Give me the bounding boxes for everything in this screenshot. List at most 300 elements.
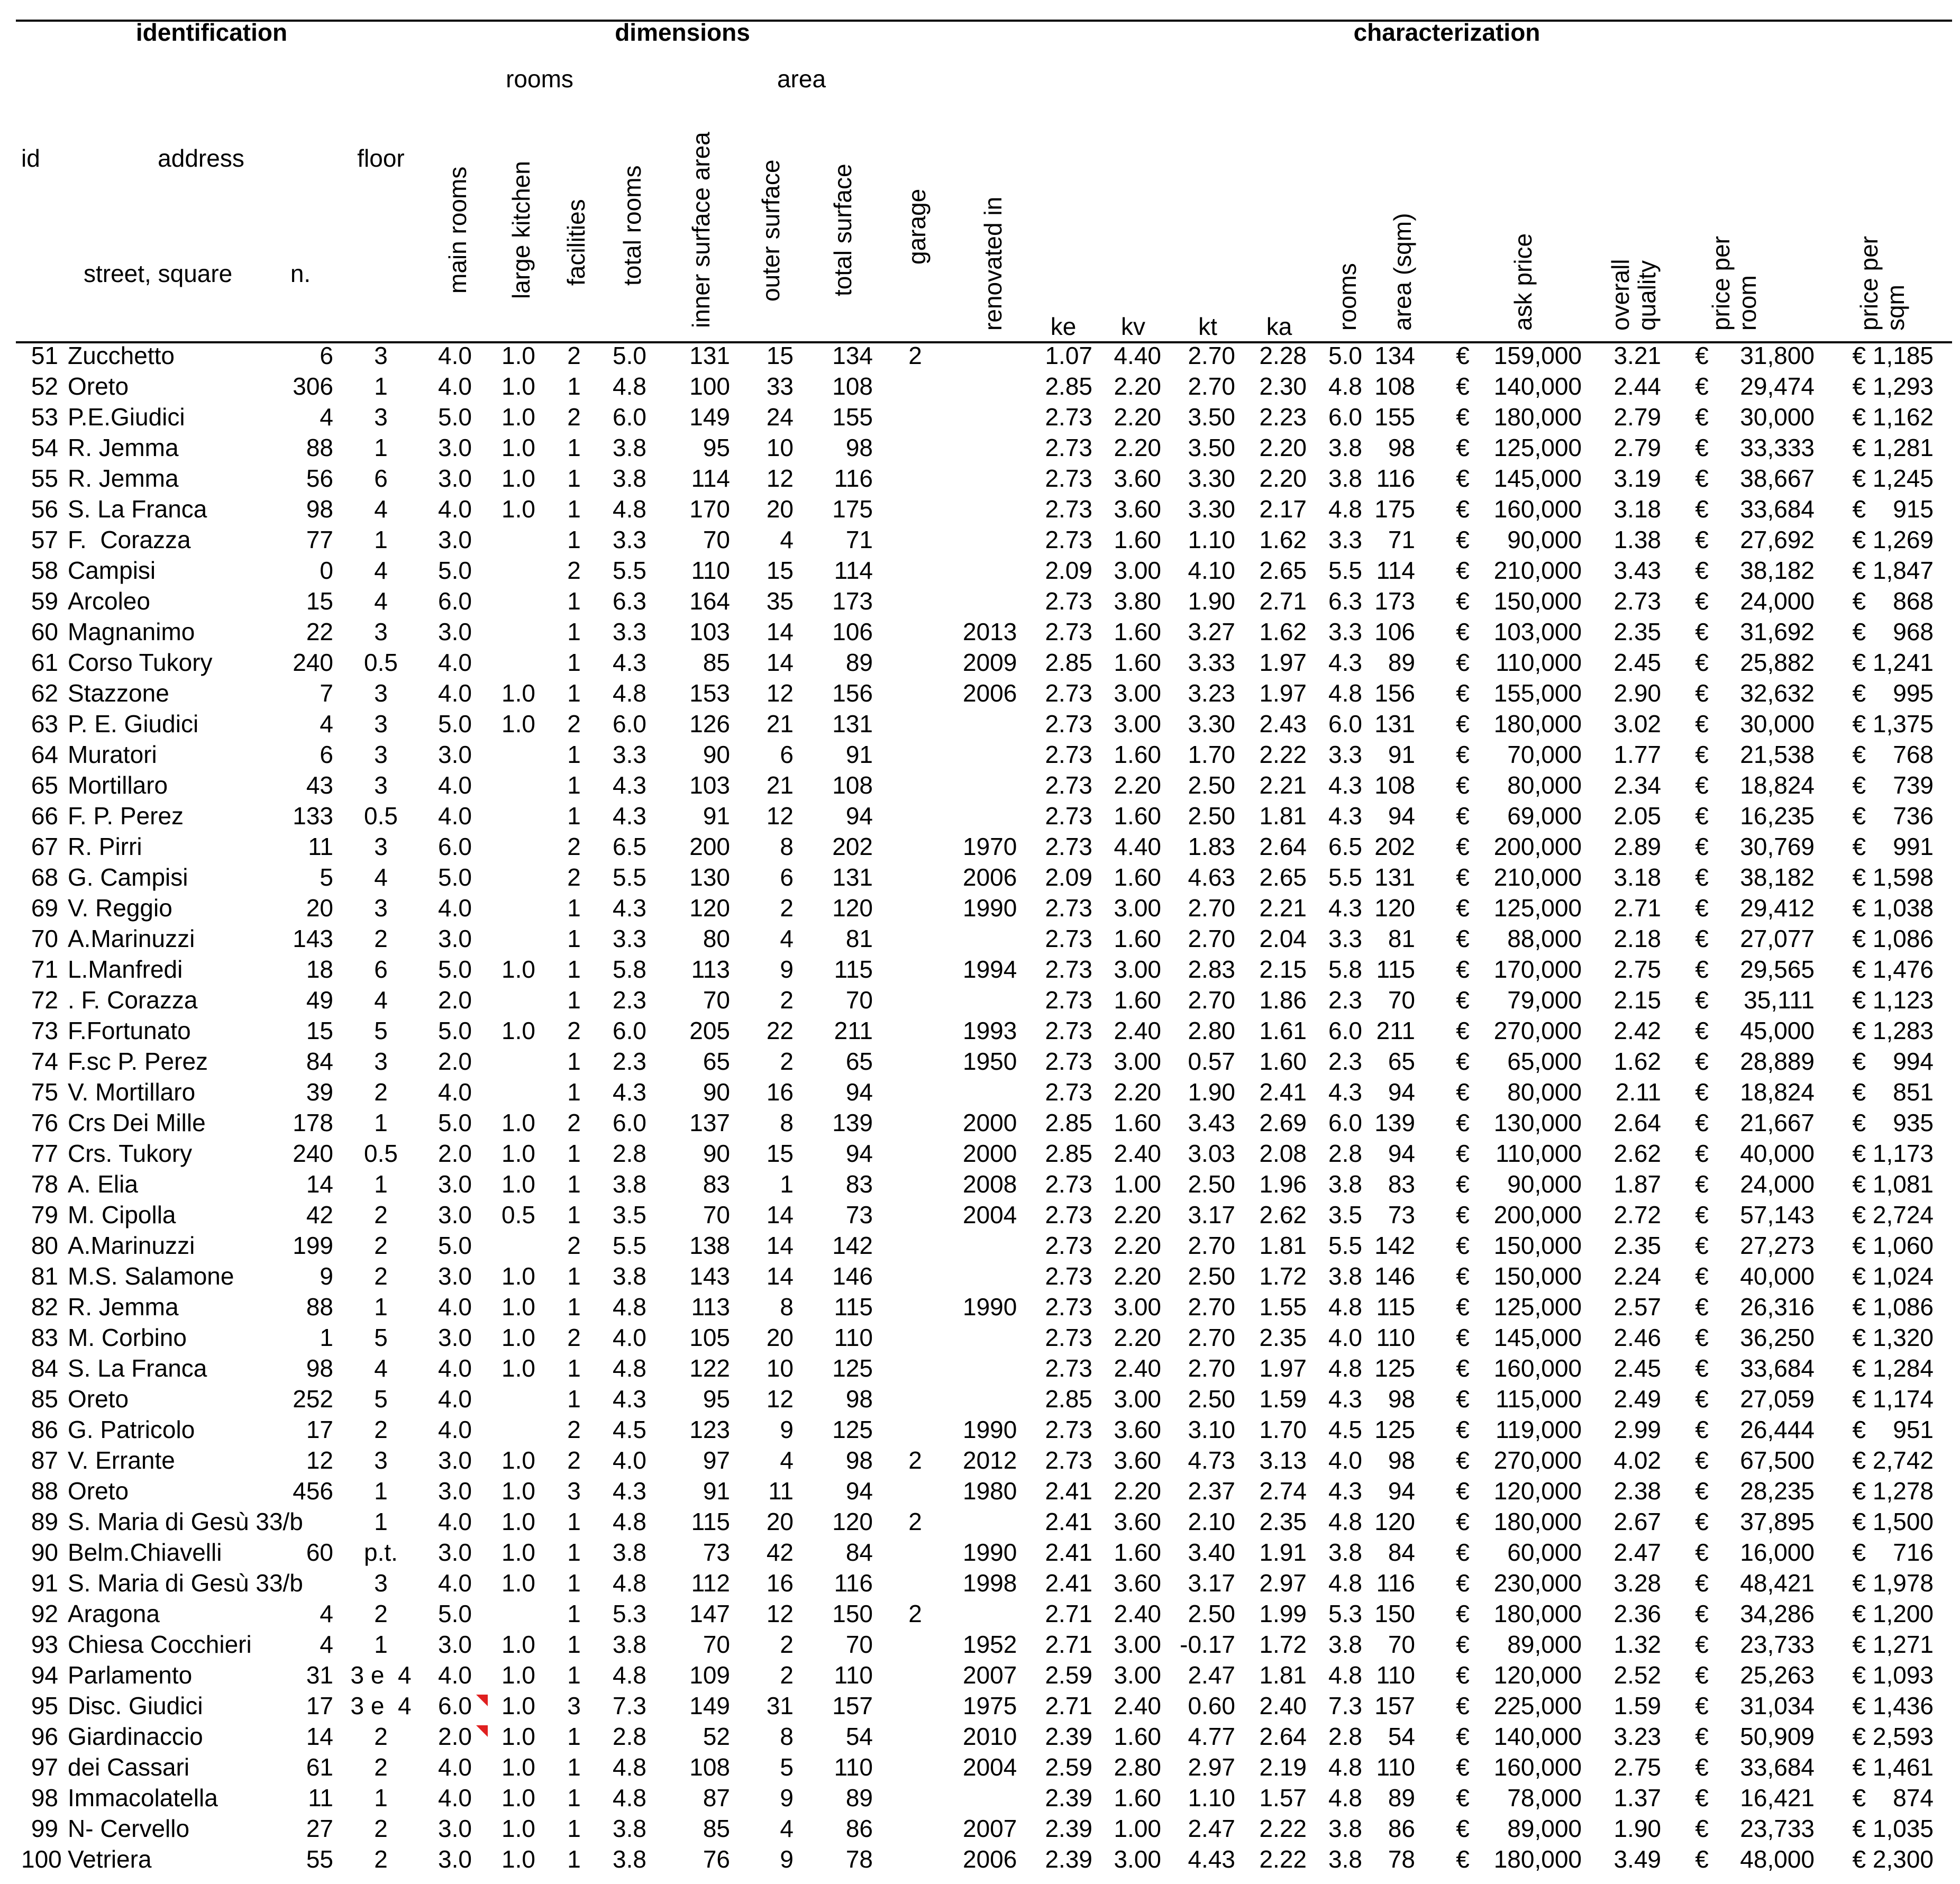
cell-n: 5: [320, 863, 333, 891]
cell-n: 84: [306, 1048, 333, 1075]
cell-ppr: 36,250: [1740, 1324, 1815, 1351]
cell-floor: 2: [374, 1232, 388, 1259]
cell-surf: 202: [832, 833, 873, 860]
table-row: [0, 524, 1960, 555]
cell-id: 66: [31, 802, 58, 830]
cell-area: 139: [1374, 1109, 1415, 1136]
cell-cur2: €: [1695, 1354, 1709, 1382]
cell-street: V. Errante: [68, 1446, 175, 1474]
cell-kt: 1.90: [1188, 1078, 1235, 1106]
table-row: [0, 1568, 1960, 1598]
cell-main: 4.0: [438, 1385, 472, 1413]
cell-cur2: €: [1695, 1508, 1709, 1535]
table-row: [0, 1169, 1960, 1199]
cell-inner: 149: [689, 403, 730, 431]
table-row: [0, 954, 1960, 985]
cell-cur2: €: [1695, 557, 1709, 584]
cell-inner: 95: [703, 434, 730, 461]
cell-outer: 6: [780, 741, 794, 768]
cell-cur2: €: [1695, 1539, 1709, 1566]
cell-cur2: €: [1695, 1048, 1709, 1075]
cell-area: 146: [1374, 1262, 1415, 1290]
cell-n: 27: [306, 1815, 333, 1842]
cell-ka: 2.17: [1259, 495, 1307, 523]
cell-cur1: €: [1456, 1784, 1470, 1812]
cell-street: Immacolatella: [68, 1784, 218, 1812]
cell-rooms: 4.3: [1328, 894, 1362, 922]
cell-price: 70,000: [1507, 741, 1582, 768]
cell-street: Crs. Tukory: [68, 1140, 193, 1167]
cell-kv: 3.00: [1114, 894, 1161, 922]
cell-total: 6.5: [613, 833, 646, 860]
cell-price: 88,000: [1507, 925, 1582, 952]
header-address: address: [158, 144, 244, 172]
cell-quality: 2.36: [1613, 1600, 1661, 1627]
cell-outer: 24: [766, 403, 794, 431]
cell-total: 5.0: [613, 342, 646, 369]
cell-rooms: 5.0: [1328, 342, 1362, 369]
cell-street: . F. Corazza: [68, 986, 198, 1014]
cell-ppsqm: € 1,500: [1852, 1508, 1934, 1535]
cell-floor: 3: [374, 833, 388, 860]
cell-n: 4: [320, 710, 333, 738]
cell-n: 42: [306, 1201, 333, 1228]
cell-ka: 1.81: [1259, 1661, 1307, 1689]
cell-price: 90,000: [1507, 526, 1582, 553]
cell-inner: 91: [703, 802, 730, 830]
header-ka: ka: [1266, 313, 1292, 340]
cell-main: 3.0: [438, 1539, 472, 1566]
cell-fac: 1: [567, 1201, 581, 1228]
cell-n: 4: [320, 403, 333, 431]
cell-street: Giardinaccio: [68, 1723, 203, 1750]
cell-rooms: 4.8: [1328, 372, 1362, 400]
cell-quality: 2.64: [1613, 1109, 1661, 1136]
cell-kt: 2.70: [1188, 894, 1235, 922]
cell-total: 4.8: [613, 495, 646, 523]
cell-main: 4.0: [438, 1661, 472, 1689]
cell-ppsqm: € 1,269: [1852, 526, 1934, 553]
table-row: [0, 923, 1960, 954]
cell-outer: 21: [766, 771, 794, 799]
cell-outer: 8: [780, 1723, 794, 1750]
cell-renov: 1952: [963, 1631, 1017, 1658]
cell-area: 131: [1374, 863, 1415, 891]
cell-ppsqm: € 1,461: [1852, 1753, 1934, 1781]
cell-ppsqm: € 935: [1852, 1109, 1934, 1136]
cell-total: 4.8: [613, 1354, 646, 1382]
cell-street: Parlamento: [68, 1661, 193, 1689]
cell-quality: 2.35: [1613, 1232, 1661, 1259]
cell-cur1: €: [1456, 771, 1470, 799]
cell-ppsqm: € 1,283: [1852, 1017, 1934, 1044]
cell-id: 78: [31, 1170, 58, 1198]
cell-price: 115,000: [1496, 1385, 1582, 1413]
cell-fac: 1: [567, 1539, 581, 1566]
cell-cur2: €: [1695, 863, 1709, 891]
cell-street: S. Maria di Gesù 33/b: [68, 1508, 303, 1535]
cell-outer: 15: [766, 342, 794, 369]
cell-street: Stazzone: [68, 679, 169, 707]
cell-renov: 1975: [963, 1692, 1017, 1719]
cell-cur1: €: [1456, 1201, 1470, 1228]
table-row: [0, 1445, 1960, 1476]
cell-ppr: 38,182: [1740, 557, 1815, 584]
cell-price: 180,000: [1493, 1508, 1582, 1535]
cell-main: 3.0: [438, 1631, 472, 1658]
cell-kt: 2.47: [1188, 1661, 1235, 1689]
cell-ka: 1.59: [1259, 1385, 1307, 1413]
cell-ke: 2.73: [1045, 1048, 1092, 1075]
cell-ppsqm: € 1,086: [1852, 925, 1934, 952]
cell-outer: 14: [766, 1262, 794, 1290]
cell-id: 52: [31, 372, 58, 400]
cell-kt: 4.77: [1188, 1723, 1235, 1750]
cell-price: 170,000: [1493, 955, 1582, 983]
cell-street: R. Pirri: [68, 833, 142, 860]
cell-ppsqm: € 2,742: [1852, 1446, 1934, 1474]
cell-n: 88: [306, 1293, 333, 1321]
cell-area: 115: [1376, 955, 1415, 983]
cell-floor: 4: [374, 1354, 388, 1382]
cell-cur1: €: [1456, 342, 1470, 369]
cell-rooms: 3.8: [1328, 1539, 1362, 1566]
cell-fac: 1: [567, 1170, 581, 1198]
cell-rooms: 4.5: [1328, 1416, 1362, 1443]
cell-total: 3.8: [613, 1539, 646, 1566]
cell-cur1: €: [1456, 526, 1470, 553]
cell-surf: 157: [832, 1692, 873, 1719]
cell-ke: 2.73: [1045, 802, 1092, 830]
cell-id: 65: [31, 771, 58, 799]
cell-ppsqm: € 1,375: [1852, 710, 1934, 738]
cell-rooms: 4.8: [1328, 495, 1362, 523]
cell-price: 180,000: [1493, 1845, 1582, 1873]
cell-area: 110: [1376, 1753, 1415, 1781]
cell-rooms: 5.5: [1328, 863, 1362, 891]
cell-price: 79,000: [1507, 986, 1582, 1014]
cell-id: 57: [31, 526, 58, 553]
cell-fac: 2: [567, 863, 581, 891]
cell-id: 76: [31, 1109, 58, 1136]
cell-renov: 1998: [963, 1569, 1017, 1597]
cell-n: 6: [320, 741, 333, 768]
cell-cur1: €: [1456, 1508, 1470, 1535]
cell-street: F.sc P. Perez: [68, 1048, 208, 1075]
cell-total: 4.3: [613, 1477, 646, 1505]
cell-floor: 3: [374, 1048, 388, 1075]
cell-cur2: €: [1695, 434, 1709, 461]
cell-ppr: 29,474: [1740, 372, 1815, 400]
cell-renov: 2000: [963, 1109, 1017, 1136]
cell-main: 3.0: [438, 465, 472, 492]
cell-ke: 2.73: [1045, 1354, 1092, 1382]
cell-ke: 2.73: [1045, 894, 1092, 922]
cell-quality: 2.45: [1613, 1354, 1661, 1382]
cell-floor: 3: [374, 618, 388, 645]
cell-ke: 2.73: [1045, 986, 1092, 1014]
cell-rooms: 3.8: [1328, 1170, 1362, 1198]
cell-id: 95: [31, 1692, 58, 1719]
cell-ppr: 34,286: [1740, 1600, 1815, 1627]
cell-kv: 3.60: [1114, 1569, 1161, 1597]
cell-outer: 42: [766, 1539, 794, 1566]
cell-area: 110: [1376, 1661, 1415, 1689]
cell-floor: 1: [374, 1293, 388, 1321]
cell-surf: 65: [845, 1048, 873, 1075]
cell-ke: 2.73: [1045, 1293, 1092, 1321]
cell-ke: 2.73: [1045, 1416, 1092, 1443]
cell-outer: 14: [766, 1201, 794, 1228]
cell-street: Campisi: [68, 557, 156, 584]
cell-cur1: €: [1456, 863, 1470, 891]
cell-area: 116: [1376, 465, 1415, 492]
table-row: [0, 555, 1960, 586]
table-row: [0, 678, 1960, 708]
cell-area: 54: [1388, 1723, 1415, 1750]
cell-street: A. Elia: [68, 1170, 138, 1198]
cell-ppsqm: € 1,241: [1852, 649, 1934, 676]
cell-ppr: 23,733: [1740, 1815, 1815, 1842]
header-price-per-sqm: price per sqm: [1855, 236, 1909, 331]
cell-fac: 2: [567, 1416, 581, 1443]
cell-price: 270,000: [1493, 1446, 1582, 1474]
cell-inner: 112: [691, 1569, 730, 1597]
cell-main: 4.0: [438, 495, 472, 523]
cell-kitchen: 1.0: [502, 1631, 535, 1658]
cell-rooms: 5.5: [1328, 1232, 1362, 1259]
cell-main: 4.0: [438, 679, 472, 707]
cell-price: 103,000: [1493, 618, 1582, 645]
cell-kt: 2.50: [1188, 1262, 1235, 1290]
cell-ppsqm: € 2,593: [1852, 1723, 1934, 1750]
cell-ke: 2.73: [1045, 1232, 1092, 1259]
cell-inner: 122: [689, 1354, 730, 1382]
cell-street: M. Cipolla: [68, 1201, 176, 1228]
cell-n: 0: [320, 557, 333, 584]
cell-ppr: 38,667: [1740, 465, 1815, 492]
cell-ppsqm: € 1,847: [1852, 557, 1934, 584]
cell-inner: 114: [691, 465, 730, 492]
cell-kitchen: 1.0: [502, 1477, 535, 1505]
cell-outer: 12: [766, 1600, 794, 1627]
cell-ppr: 33,333: [1740, 434, 1815, 461]
cell-surf: 91: [845, 741, 873, 768]
cell-main: 4.0: [438, 649, 472, 676]
cell-ka: 2.21: [1259, 894, 1307, 922]
cell-fac: 1: [567, 1815, 581, 1842]
cell-kitchen: 1.0: [502, 1692, 535, 1719]
cell-inner: 97: [703, 1446, 730, 1474]
cell-price: 270,000: [1493, 1017, 1582, 1044]
header-ke: ke: [1050, 313, 1077, 340]
cell-cur2: €: [1695, 495, 1709, 523]
cell-n: 43: [306, 771, 333, 799]
cell-inner: 113: [691, 955, 730, 983]
cell-area: 125: [1374, 1416, 1415, 1443]
cell-rooms: 5.3: [1328, 1600, 1362, 1627]
cell-ke: 2.73: [1045, 741, 1092, 768]
cell-n: 133: [293, 802, 333, 830]
cell-kt: 0.57: [1188, 1048, 1235, 1075]
cell-surf: 98: [845, 434, 873, 461]
cell-kt: 2.50: [1188, 771, 1235, 799]
cell-cur1: €: [1456, 1078, 1470, 1106]
cell-total: 3.3: [613, 741, 646, 768]
cell-surf: 70: [845, 986, 873, 1014]
cell-main: 3.0: [438, 1262, 472, 1290]
cell-floor: 2: [374, 1845, 388, 1873]
cell-quality: 2.62: [1613, 1140, 1661, 1167]
cell-ppsqm: € 1,436: [1852, 1692, 1934, 1719]
cell-rooms: 4.8: [1328, 1753, 1362, 1781]
table-row: [0, 708, 1960, 739]
subgroup-area: area: [777, 65, 826, 93]
cell-surf: 106: [832, 618, 873, 645]
cell-total: 4.8: [613, 1784, 646, 1812]
cell-area: 94: [1388, 1477, 1415, 1505]
cell-price: 180,000: [1493, 710, 1582, 738]
cell-ke: 2.09: [1045, 557, 1092, 584]
cell-kt: 1.70: [1188, 741, 1235, 768]
cell-rooms: 4.8: [1328, 1293, 1362, 1321]
cell-kv: 1.60: [1114, 1539, 1161, 1566]
cell-street: G. Patricolo: [68, 1416, 195, 1443]
cell-rooms: 3.8: [1328, 1262, 1362, 1290]
cell-cur1: €: [1456, 1446, 1470, 1474]
cell-price: 180,000: [1493, 1600, 1582, 1627]
cell-kt: 1.10: [1188, 1784, 1235, 1812]
cell-quality: 2.15: [1613, 986, 1661, 1014]
cell-total: 4.0: [613, 1446, 646, 1474]
cell-ke: 2.73: [1045, 771, 1092, 799]
cell-quality: 2.99: [1613, 1416, 1661, 1443]
cell-n: 4: [320, 1631, 333, 1658]
cell-ke: 2.73: [1045, 1170, 1092, 1198]
cell-outer: 5: [780, 1753, 794, 1781]
cell-kt: 1.10: [1188, 526, 1235, 553]
cell-total: 2.3: [613, 1048, 646, 1075]
cell-ppsqm: € 1,293: [1852, 372, 1934, 400]
cell-kitchen: 1.0: [502, 1324, 535, 1351]
cell-area: 91: [1388, 741, 1415, 768]
cell-ka: 2.43: [1259, 710, 1307, 738]
cell-ka: 2.35: [1259, 1508, 1307, 1535]
cell-quality: 4.02: [1613, 1446, 1661, 1474]
cell-ka: 1.99: [1259, 1600, 1307, 1627]
cell-cur2: €: [1695, 1845, 1709, 1873]
cell-ke: 2.73: [1045, 955, 1092, 983]
cell-surf: 110: [834, 1661, 873, 1689]
cell-street: Oreto: [68, 1477, 129, 1505]
cell-ppsqm: € 991: [1852, 833, 1934, 860]
cell-floor: 1: [374, 526, 388, 553]
cell-street: dei Cassari: [68, 1753, 190, 1781]
cell-total: 4.3: [613, 649, 646, 676]
cell-kitchen: 1.0: [502, 1170, 535, 1198]
cell-renov: 1990: [963, 894, 1017, 922]
cell-surf: 81: [845, 925, 873, 952]
cell-surf: 73: [845, 1201, 873, 1228]
cell-surf: 70: [845, 1631, 873, 1658]
cell-kitchen: 1.0: [502, 1845, 535, 1873]
cell-fac: 1: [567, 526, 581, 553]
cell-surf: 150: [832, 1600, 873, 1627]
cell-cur1: €: [1456, 1661, 1470, 1689]
cell-ka: 2.15: [1259, 955, 1307, 983]
cell-ke: 2.85: [1045, 1385, 1092, 1413]
cell-main: 2.0: [438, 1140, 472, 1167]
cell-n: 77: [306, 526, 333, 553]
cell-area: 115: [1376, 1293, 1415, 1321]
cell-renov: 2006: [963, 863, 1017, 891]
cell-kv: 2.20: [1114, 1201, 1161, 1228]
cell-rooms: 4.8: [1328, 1354, 1362, 1382]
cell-kt: 4.43: [1188, 1845, 1235, 1873]
cell-cur1: €: [1456, 403, 1470, 431]
cell-street: Aragona: [68, 1600, 160, 1627]
cell-surf: 94: [845, 1140, 873, 1167]
table-row: [0, 1077, 1960, 1107]
cell-outer: 10: [766, 1354, 794, 1382]
cell-street: V. Reggio: [68, 894, 172, 922]
table-row: [0, 1660, 1960, 1690]
cell-area: 84: [1388, 1539, 1415, 1566]
cell-main: 3.0: [438, 1477, 472, 1505]
cell-kt: 2.50: [1188, 1600, 1235, 1627]
cell-n: 98: [306, 495, 333, 523]
cell-id: 87: [31, 1446, 58, 1474]
cell-cur2: €: [1695, 741, 1709, 768]
cell-renov: 2008: [963, 1170, 1017, 1198]
cell-ppr: 33,684: [1740, 1753, 1815, 1781]
cell-main: 5.0: [438, 557, 472, 584]
cell-ke: 2.41: [1045, 1508, 1092, 1535]
cell-kv: 1.60: [1114, 1723, 1161, 1750]
table-row: [0, 1629, 1960, 1660]
cell-fac: 2: [567, 557, 581, 584]
cell-cur2: €: [1695, 1446, 1709, 1474]
cell-fac: 3: [567, 1692, 581, 1719]
cell-floor: p.t.: [364, 1539, 398, 1566]
cell-surf: 116: [834, 1569, 873, 1597]
cell-cur1: €: [1456, 1017, 1470, 1044]
cell-main: 5.0: [438, 403, 472, 431]
cell-kv: 3.00: [1114, 1385, 1161, 1413]
cell-quality: 2.73: [1613, 587, 1661, 615]
cell-kitchen: 1.0: [502, 465, 535, 492]
cell-outer: 9: [780, 1416, 794, 1443]
cell-street: R. Jemma: [68, 1293, 179, 1321]
cell-fac: 1: [567, 587, 581, 615]
cell-total: 3.8: [613, 1631, 646, 1658]
cell-street: R. Jemma: [68, 434, 179, 461]
cell-surf: 108: [832, 372, 873, 400]
cell-total: 3.3: [613, 618, 646, 645]
cell-kitchen: 1.0: [502, 1661, 535, 1689]
cell-ppr: 18,824: [1740, 1078, 1815, 1106]
cell-inner: 100: [689, 372, 730, 400]
cell-total: 3.8: [613, 1815, 646, 1842]
cell-id: 85: [31, 1385, 58, 1413]
header-outer-surface: outer surface: [757, 159, 785, 302]
cell-quality: 1.32: [1613, 1631, 1661, 1658]
table-row: [0, 770, 1960, 800]
cell-surf: 89: [845, 649, 873, 676]
cell-ka: 2.22: [1259, 1845, 1307, 1873]
cell-street: Zucchetto: [68, 342, 175, 369]
cell-kv: 2.80: [1114, 1753, 1161, 1781]
